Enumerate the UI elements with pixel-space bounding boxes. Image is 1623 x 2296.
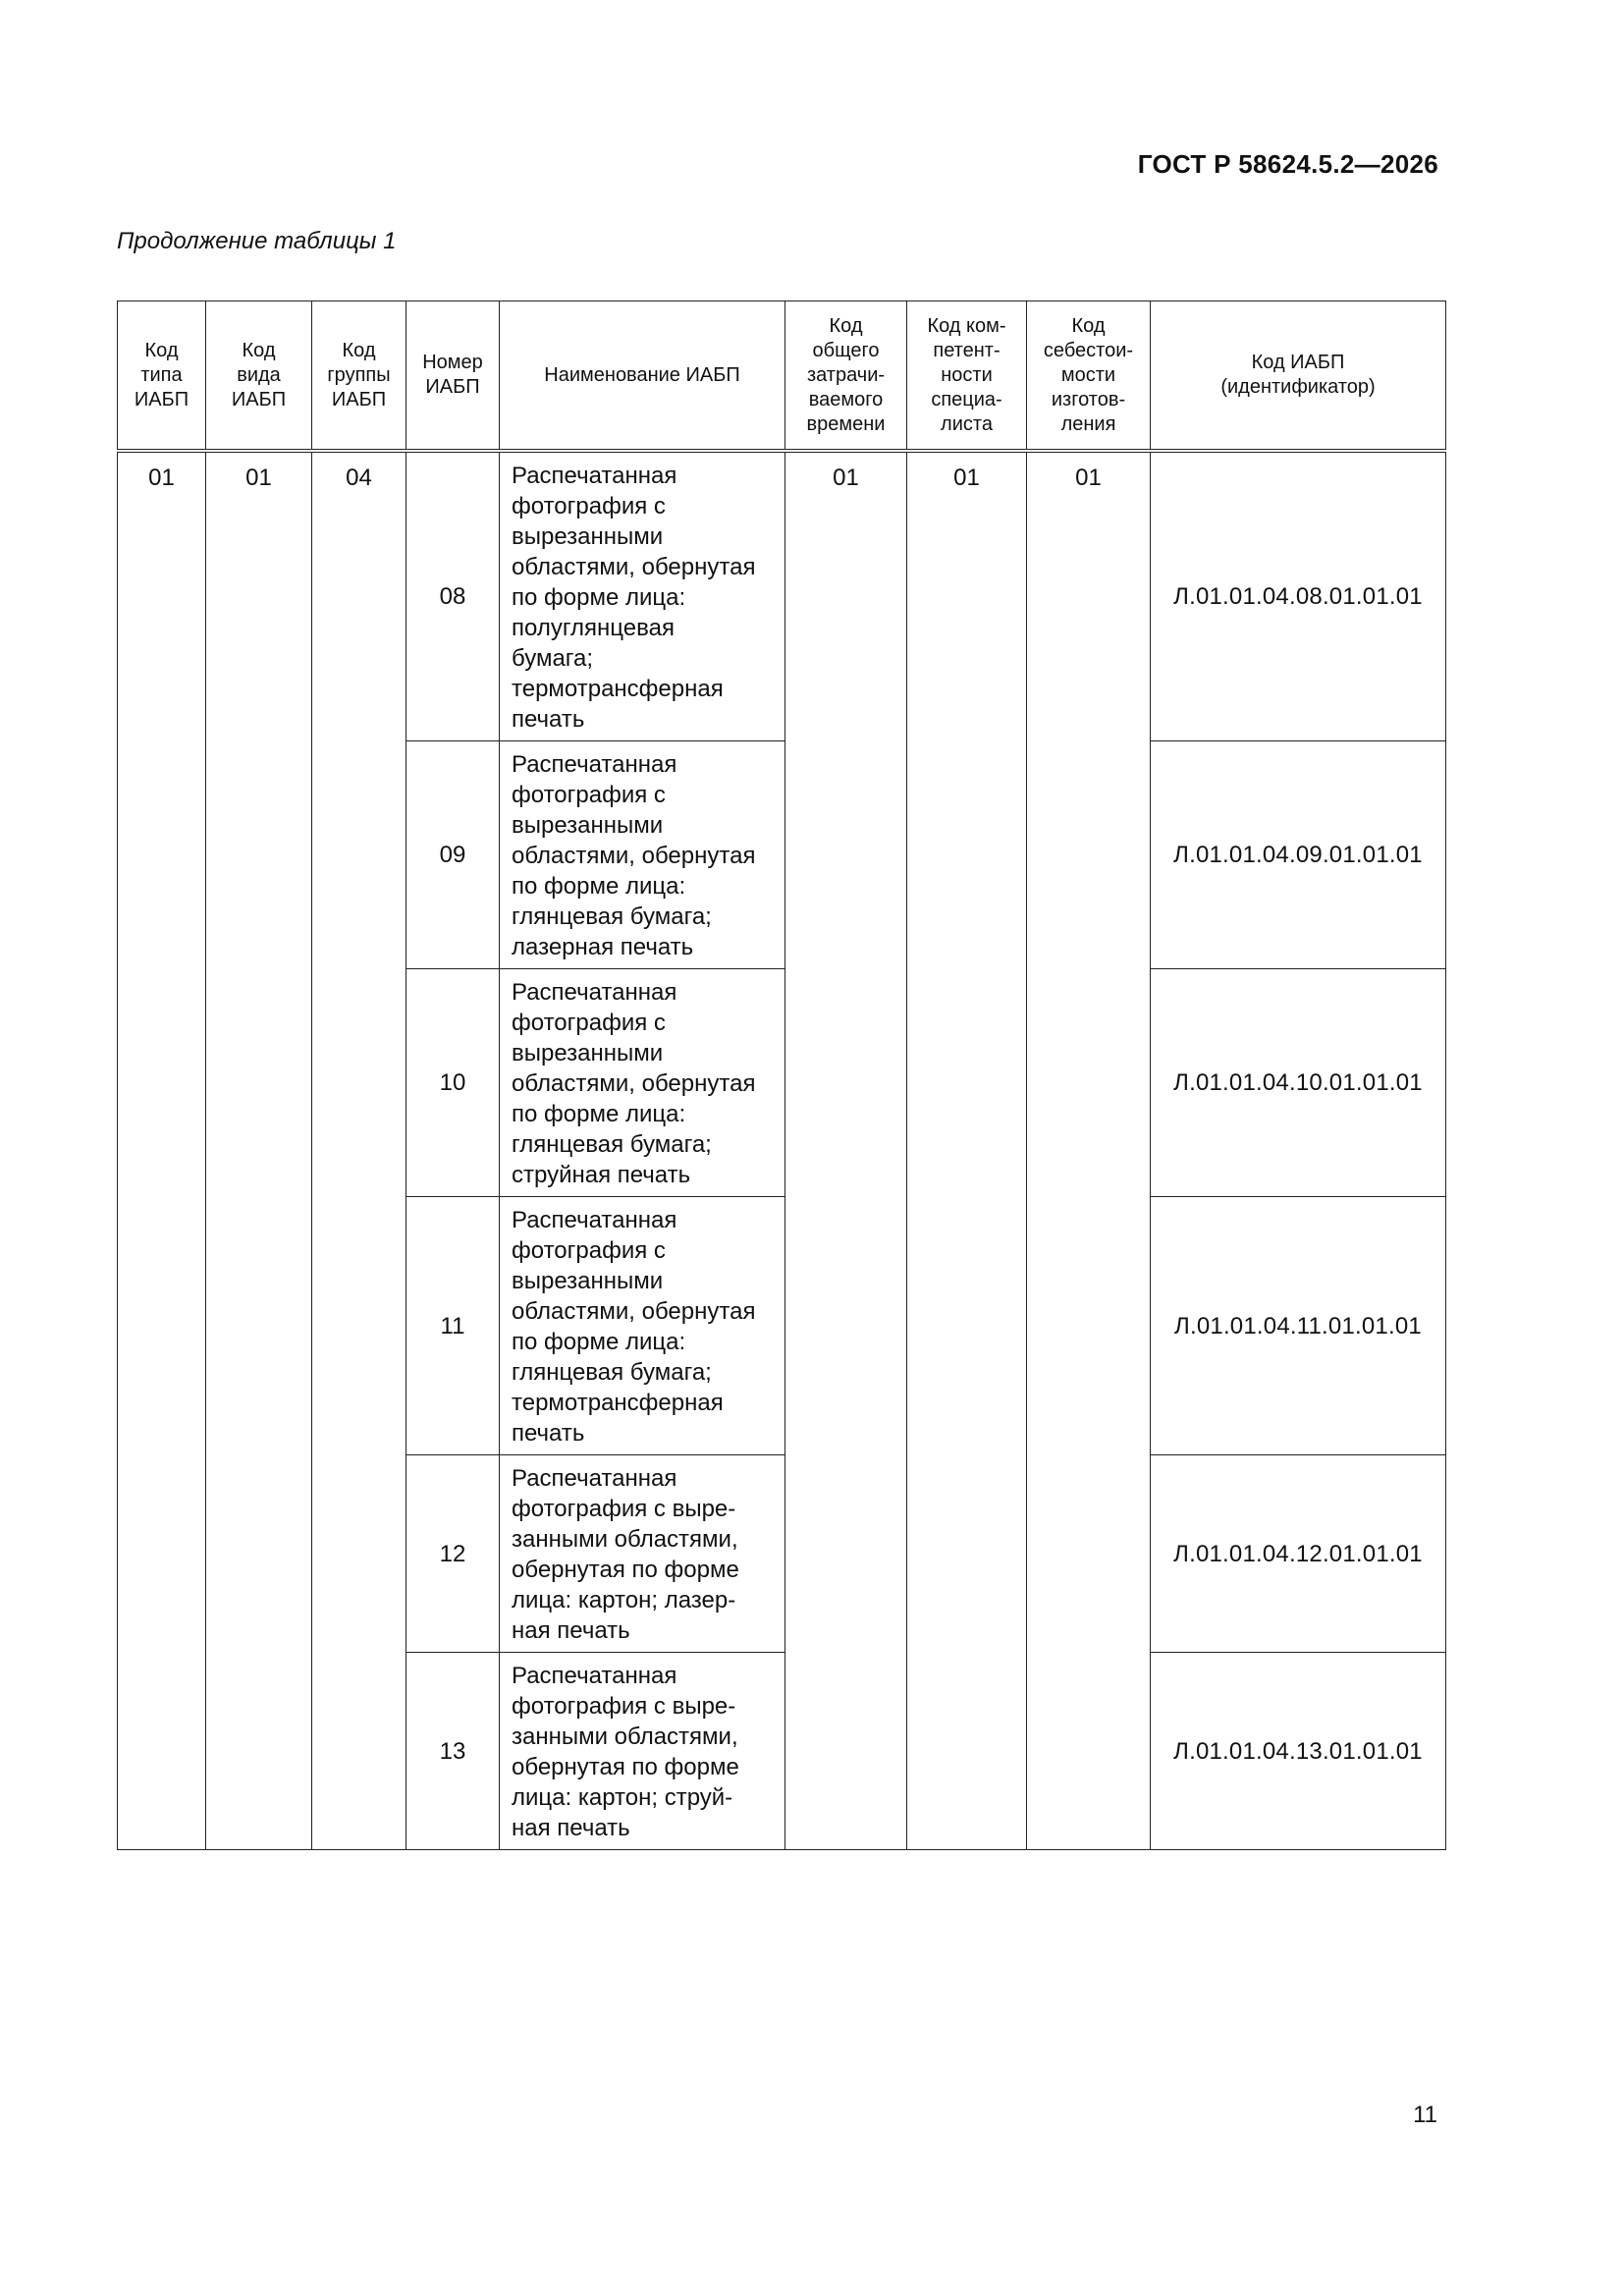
header-line: Номер: [422, 352, 483, 373]
name-line: фотография с выре-: [512, 1693, 736, 1720]
name-line: глянцевая бумага;: [512, 1131, 712, 1158]
name-line: фотография с: [512, 493, 666, 519]
iabp-name-cell: [500, 969, 785, 1197]
header-line: Код: [342, 339, 376, 361]
table-row: [118, 451, 1446, 741]
name-line: областями, обернутая: [512, 1070, 756, 1097]
col-competence-code-header: [907, 301, 1027, 452]
cost-code-cell: 01: [1027, 451, 1151, 1850]
name-line: обернутая по форме: [512, 1557, 739, 1583]
iabp-table: [117, 301, 1446, 1850]
table-caption: Продолжение таблицы 1: [117, 228, 397, 254]
iabp-number-cell: 13: [406, 1653, 500, 1850]
table-body: [118, 451, 1446, 1850]
iabp-number-cell: 12: [406, 1455, 500, 1653]
name-line: обернутая по форме: [512, 1754, 739, 1780]
name-line: лазерная печать: [512, 934, 694, 960]
name-line: глянцевая бумага;: [512, 903, 712, 930]
col-type-code-header: [118, 301, 206, 452]
name-line: струйная печать: [512, 1162, 691, 1188]
name-line: вырезанными: [512, 1268, 664, 1294]
name-line: ная печать: [512, 1617, 630, 1644]
name-line: лица: картон; лазер-: [512, 1587, 736, 1613]
iabp-number-cell: 09: [406, 741, 500, 969]
name-line: фотография с: [512, 1237, 666, 1264]
name-line: глянцевая бумага;: [512, 1359, 712, 1386]
header-line: общего: [812, 339, 880, 361]
header-line: вида: [237, 363, 281, 386]
col-cost-code-header: [1027, 301, 1151, 452]
kind-code-cell: 01: [206, 451, 312, 1850]
name-line: термотрансферная: [512, 676, 724, 702]
header-line: ИАБП: [425, 376, 480, 398]
header-line: Код ИАБП: [1251, 352, 1345, 373]
iabp-identifier-cell: Л.01.01.04.08.01.01.01: [1151, 451, 1446, 741]
name-line: печать: [512, 706, 585, 733]
col-identifier-header: [1151, 301, 1446, 452]
header-line: специа-: [931, 388, 1002, 410]
header-line: Код: [144, 339, 179, 361]
name-line: вырезанными: [512, 523, 664, 550]
name-line: лица: картон; струй-: [512, 1784, 733, 1811]
iabp-name-cell: [500, 451, 785, 741]
header-line: петент-: [933, 339, 1001, 361]
header-line: ления: [1060, 412, 1116, 435]
name-line: Распечатанная: [512, 979, 677, 1006]
name-line: вырезанными: [512, 1040, 664, 1066]
name-line: по форме лица:: [512, 584, 686, 611]
header-line: Наименование ИАБП: [544, 363, 740, 386]
col-number-header: [406, 301, 500, 452]
header-line: группы: [327, 363, 391, 386]
header-line: листа: [941, 412, 993, 435]
name-line: Распечатанная: [512, 463, 677, 489]
name-line: фотография с выре-: [512, 1496, 736, 1522]
document-code: ГОСТ Р 58624.5.2—2026: [1137, 149, 1438, 179]
time-code-cell: 01: [785, 451, 907, 1850]
header-line: ваемого: [808, 388, 884, 410]
table-header-row: [118, 301, 1446, 452]
header-line: Код: [829, 314, 863, 337]
iabp-name-cell: [500, 1197, 785, 1455]
name-line: по форме лица:: [512, 1101, 686, 1127]
iabp-name-cell: [500, 741, 785, 969]
name-line: занными областями,: [512, 1526, 738, 1553]
header-line: ИАБП: [231, 388, 287, 410]
name-line: вырезанными: [512, 812, 664, 839]
header-line: ности: [941, 363, 993, 386]
name-line: областями, обернутая: [512, 843, 756, 869]
header-line: Код ком-: [927, 314, 1006, 337]
header-line: мости: [1060, 363, 1116, 386]
type-code-cell: 01: [118, 451, 206, 1850]
name-line: Распечатанная: [512, 1663, 677, 1689]
iabp-name-cell: [500, 1455, 785, 1653]
header-line: ИАБП: [331, 388, 387, 410]
header-line: типа: [140, 363, 183, 386]
iabp-number-cell: 08: [406, 451, 500, 741]
iabp-number-cell: 10: [406, 969, 500, 1197]
name-line: фотография с: [512, 782, 666, 808]
header-line: себестои-: [1043, 339, 1134, 361]
group-code-cell: 04: [312, 451, 406, 1850]
iabp-identifier-cell: Л.01.01.04.13.01.01.01: [1151, 1653, 1446, 1850]
name-line: областями, обернутая: [512, 554, 756, 580]
name-line: ная печать: [512, 1815, 630, 1841]
iabp-identifier-cell: Л.01.01.04.09.01.01.01: [1151, 741, 1446, 969]
iabp-name-cell: [500, 1653, 785, 1850]
iabp-identifier-cell: Л.01.01.04.11.01.01.01: [1151, 1197, 1446, 1455]
iabp-number-cell: 11: [406, 1197, 500, 1455]
name-line: Распечатанная: [512, 1207, 677, 1233]
iabp-identifier-cell: Л.01.01.04.10.01.01.01: [1151, 969, 1446, 1197]
col-name-header: [500, 301, 785, 452]
competence-code-cell: 01: [907, 451, 1027, 1850]
header-line: (идентификатор): [1220, 376, 1376, 398]
name-line: полуглянцевая: [512, 615, 675, 641]
header-line: Код: [1071, 314, 1106, 337]
col-time-code-header: [785, 301, 907, 452]
name-line: бумага;: [512, 645, 594, 672]
name-line: Распечатанная: [512, 751, 677, 778]
page-number: 11: [1413, 2102, 1437, 2128]
name-line: фотография с: [512, 1010, 666, 1036]
header-line: Код: [242, 339, 276, 361]
name-line: по форме лица:: [512, 873, 686, 900]
name-line: Распечатанная: [512, 1465, 677, 1492]
header-line: времени: [806, 412, 886, 435]
name-line: областями, обернутая: [512, 1298, 756, 1325]
name-line: печать: [512, 1420, 585, 1447]
name-line: термотрансферная: [512, 1390, 724, 1416]
name-line: по форме лица:: [512, 1329, 686, 1355]
col-kind-code-header: [206, 301, 312, 452]
header-line: затрачи-: [806, 363, 886, 386]
name-line: занными областями,: [512, 1723, 738, 1750]
header-line: ИАБП: [134, 388, 189, 410]
col-group-code-header: [312, 301, 406, 452]
header-line: изготов-: [1051, 388, 1126, 410]
iabp-identifier-cell: Л.01.01.04.12.01.01.01: [1151, 1455, 1446, 1653]
